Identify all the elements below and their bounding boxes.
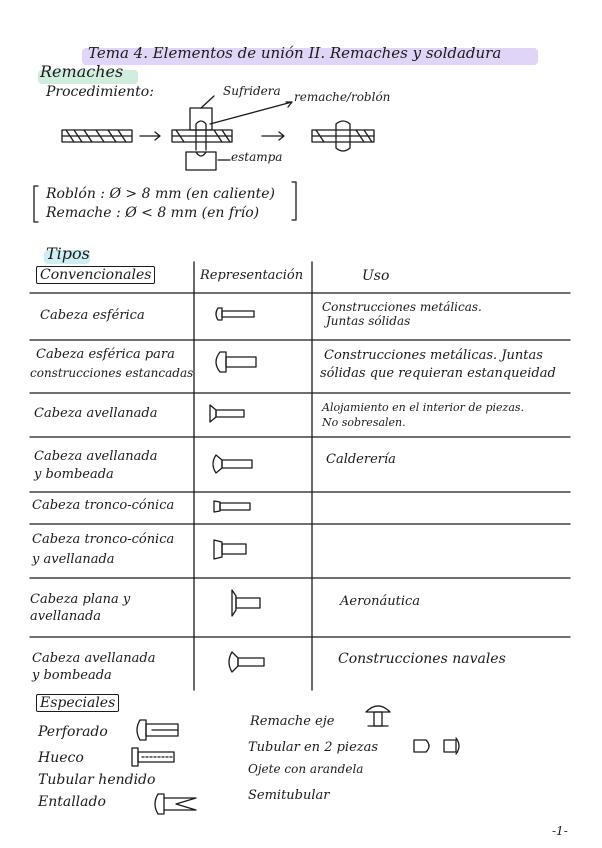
row-4-uso: Calderería	[326, 452, 396, 467]
row-3-uso: No sobresalen.	[322, 416, 406, 429]
especial-remache-eje: Remache eje	[250, 714, 335, 729]
remache-roblon-label: remache/roblón	[294, 90, 391, 104]
especial-hueco: Hueco	[38, 750, 84, 766]
row-6-name: Cabeza tronco-cónica	[32, 532, 175, 547]
row-5-name: Cabeza tronco-cónica	[32, 498, 175, 513]
row-3-uso: Alojamiento en el interior de piezas.	[322, 401, 525, 414]
especial-entallado: Entallado	[38, 794, 106, 810]
especial-tubular-hendido: Tubular hendido	[38, 772, 156, 788]
row-8-name: Cabeza avellanada	[32, 651, 156, 666]
row-2-name: construcciones estancadas	[30, 366, 194, 380]
row-1-uso: Juntas sólidas	[326, 314, 411, 328]
row-7-name: avellanada	[30, 609, 102, 624]
row-4-name: Cabeza avellanada	[34, 449, 158, 464]
roblon-note: Roblón : Ø > 8 mm (en caliente)	[46, 186, 275, 202]
hollow-rivet-icon	[132, 748, 174, 766]
especial-semitubular: Semitubular	[248, 788, 330, 803]
page-title: Tema 4. Elementos de unión II. Remaches y soldadura	[88, 44, 502, 62]
estampa-label: estampa	[231, 150, 283, 164]
row-4-name: y bombeada	[34, 467, 114, 482]
header-convencionales: Convencionales	[36, 266, 155, 284]
especial-ojete-arandela: Ojete con arandela	[248, 762, 364, 776]
especial-perforado: Perforado	[38, 724, 108, 740]
row-2-name: Cabeza esférica para	[36, 347, 175, 362]
especiales-heading: Especiales	[36, 694, 119, 712]
row-8-uso: Construcciones navales	[338, 651, 506, 667]
row-7-name: Cabeza plana y	[30, 592, 131, 607]
remaches-heading: Remaches	[40, 62, 124, 81]
row-8-name: y bombeada	[32, 668, 112, 683]
perforated-rivet-icon	[137, 720, 178, 740]
row-2-uso: Construcciones metálicas. Juntas	[324, 348, 543, 363]
row-7-uso: Aeronáutica	[340, 594, 421, 609]
sufridera-label: Sufridera	[223, 84, 281, 98]
two-piece-tubular-rivet-icon	[414, 738, 459, 754]
row-3-name: Cabeza avellanada	[34, 406, 158, 421]
header-representacion: Representación	[200, 268, 304, 283]
header-uso: Uso	[362, 268, 390, 284]
row-6-name: y avellanada	[32, 552, 115, 567]
tipos-heading: Tipos	[46, 244, 90, 263]
shaft-rivet-icon	[366, 706, 390, 726]
slotted-rivet-icon	[155, 794, 196, 814]
procedimiento-label: Procedimiento:	[46, 84, 154, 100]
page-number: -1-	[552, 824, 568, 838]
remache-note: Remache : Ø < 8 mm (en frío)	[46, 205, 260, 221]
especial-tubular-2-piezas: Tubular en 2 piezas	[248, 740, 379, 755]
row-1-name: Cabeza esférica	[40, 308, 145, 323]
row-2-uso: sólidas que requieran estanqueidad	[320, 366, 556, 381]
row-1-uso: Construcciones metálicas.	[322, 300, 482, 314]
